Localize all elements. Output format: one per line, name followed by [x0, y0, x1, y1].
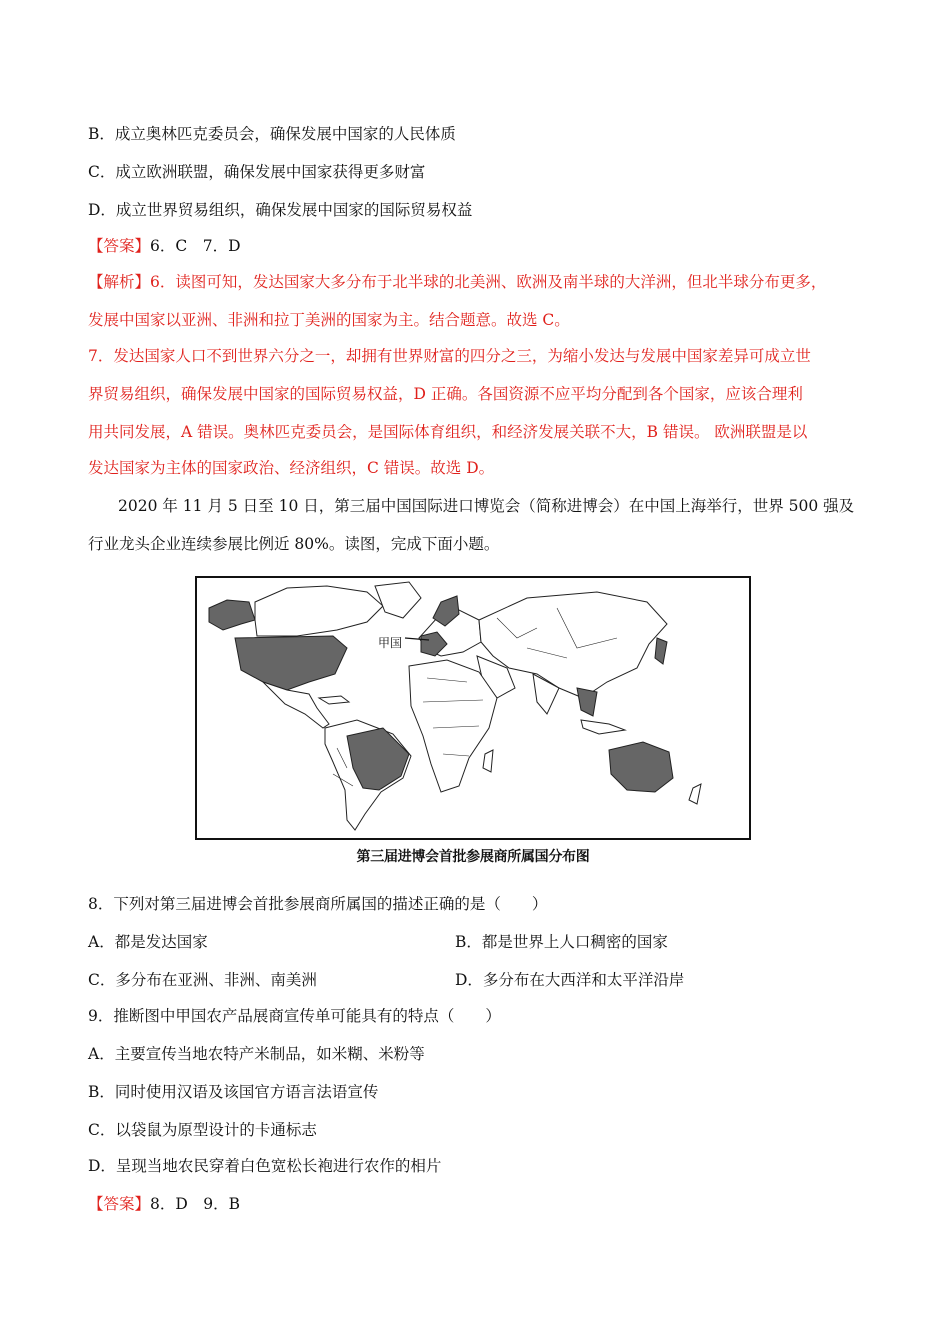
q8-stem: 8．下列对第三届进博会首批参展商所属国的描述正确的是（ ） [88, 895, 548, 913]
world-map [195, 576, 751, 840]
usa-shape [235, 636, 347, 690]
q8-option-a: A．都是发达国家 [88, 933, 208, 951]
q8-option-c: C．多分布在亚洲、非洲、南美洲 [88, 971, 317, 989]
new-zealand-shape [689, 784, 701, 804]
australia-shape [609, 742, 673, 792]
intro-line-2: 行业龙头企业连续参展比例近 80%。读图，完成下面小题。 [88, 535, 500, 553]
intro-line-1: 2020 年 11 月 5 日至 10 日，第三届中国国际进口博览会（简称进博会）在中国上海举行，世界 500 强及 [118, 497, 855, 515]
answer-text: 6．C 7．D [150, 237, 241, 255]
greenland-shape [375, 582, 421, 618]
q9-stem: 9．推断图中甲国农产品展商宣传单可能具有的特点（ ） [88, 1007, 501, 1025]
analysis-line-4: 界贸易组织，确保发展中国家的国际贸易权益，D 正确。各国资源不应平均分配到各个国家，应该合理利 [88, 385, 803, 403]
caribbean-shape [319, 696, 349, 704]
q9-option-b: B．同时使用汉语及该国官方语言法语宣传 [88, 1083, 379, 1101]
q8-option-d: D．多分布在大西洋和太平洋沿岸 [455, 971, 685, 989]
africa-shape [409, 660, 497, 792]
option-d: D．成立世界贸易组织，确保发展中国家的国际贸易权益 [88, 201, 473, 219]
canada-shape [255, 586, 383, 636]
option-c: C．成立欧洲联盟，确保发展中国家获得更多财富 [88, 163, 426, 181]
japan-shape [655, 638, 667, 664]
q9-option-a: A．主要宣传当地农特产米制品，如米糊、米粉等 [88, 1045, 425, 1063]
world-map-svg [197, 578, 749, 838]
answer-tag-2: 【答案】 [88, 1195, 151, 1213]
answer-tag: 【答案】 [88, 237, 151, 255]
analysis-line-3: 7．发达国家人口不到世界六分之一，却拥有世界财富的四分之三，为缩小发达与发展中国家差异可成立世 [88, 347, 811, 365]
q9-option-d: D．呈现当地农民穿着白色宽松长袍进行农作的相片 [88, 1157, 442, 1175]
mexico-shape [263, 682, 329, 728]
analysis-line-6: 发达国家为主体的国家政治、经济组织，C 错误。故选 D。 [88, 459, 495, 477]
analysis-tag: 【解析】 [88, 273, 151, 291]
alaska-shape [209, 600, 255, 630]
southeast-asia-shape [577, 688, 597, 716]
analysis-line-1: 【解析】6．读图可知，发达国家大多分布于北半球的北美洲、欧洲及南半球的大洋洲，但北半球分布更多， [88, 273, 827, 291]
analysis-line-2: 发展中国家以亚洲、非洲和拉丁美洲的国家为主。结合题意。故选 C。 [88, 311, 570, 329]
indonesia-shape [581, 720, 625, 734]
madagascar-shape [483, 750, 493, 772]
answer-line-1 [88, 236, 241, 256]
answer-text-2: 8．D 9．B [150, 1195, 241, 1213]
option-b: B．成立奥林匹克委员会，确保发展中国家的人民体质 [88, 125, 456, 143]
analysis-line-5: 用共同发展，A 错误。奥林匹克委员会，是国际体育组织，和经济发展关联不大，B 错误。 欧洲联盟是以 [88, 423, 808, 441]
jia-country-label: 甲国 [378, 636, 403, 650]
q9-option-c: C．以袋鼠为原型设计的卡通标志 [88, 1121, 317, 1139]
answer-line-2 [88, 1194, 240, 1214]
q8-option-b: B．都是世界上人口稠密的国家 [455, 933, 668, 951]
map-caption: 第三届进博会首批参展商所属国分布图 [356, 849, 590, 865]
